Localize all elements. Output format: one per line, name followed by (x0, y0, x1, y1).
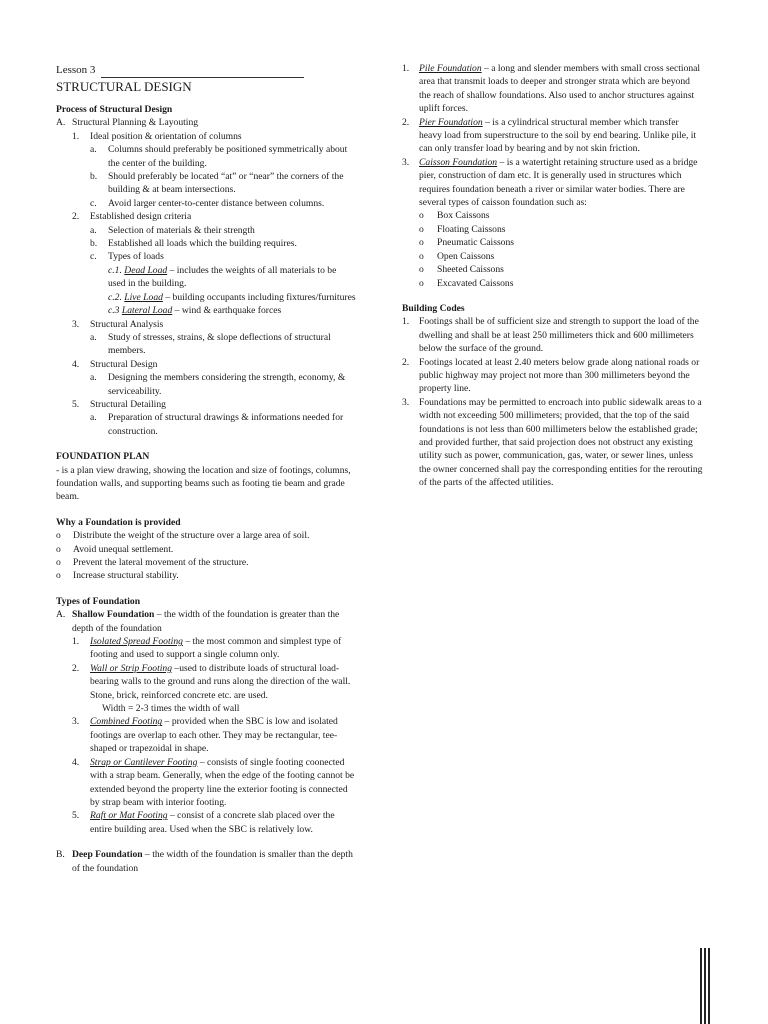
page-title: STRUCTURAL DESIGN (56, 79, 192, 94)
lesson-header (56, 62, 356, 78)
list-item: 3. Combined Footing – provided when the SBC is low and isolated footings are overlap to each other. They may be rectangular, tee-shaped or trapezoidal in shape. (72, 716, 338, 755)
list-item: o Open Caissons (419, 250, 495, 262)
list-item: o Distribute the weight of the structure over a large area of soil. (56, 530, 310, 542)
list-item: o Floating Caissons (419, 223, 506, 235)
list-item: 3. Caisson Foundation – is a watertight retaining structure used as a bridge pier, construction of dam etc. It is generally used in structures which requires foundation beneath a river or similar water bodies. There are several types of caisson foundation such as: (402, 156, 698, 209)
list-item: a. Columns should preferably be positioned symmetrically about the center of the building. (90, 144, 348, 169)
list-item: o Prevent the lateral movement of the structure. (56, 557, 249, 568)
list-item: 1. Isolated Spread Footing – the most common and simplest type of footing and used to support a single column only. (72, 636, 342, 661)
list-item: o Avoid unequal settlement. (56, 543, 174, 555)
page-edge-lines (700, 948, 712, 1024)
list-item: o Excavated Caissons (419, 277, 514, 289)
list-item: 1. Pile Foundation – a long and slender members with small cross sectional area that transmit loads to deeper and stronger strata which are beyond the reach of shallow foundations. Also used to anchor structures against uplift forces. (402, 63, 701, 115)
list-item: b. Should preferably be located “at” or “near” the corners of the building & at beam intersections. (90, 171, 344, 196)
list-item: 1. Ideal position & orientation of columns (72, 130, 242, 142)
foundation-plan-text: - is a plan view drawing, showing the location and size of footings, columns, foundation walls, and supporting beams such as footing tie beam and grade beam. (56, 464, 351, 503)
list-item: a. Study of stresses, strains, & slope deflections of structural members. (90, 331, 331, 357)
list-item: 3. Structural Analysis (72, 318, 164, 330)
list-item: 2. Pier Foundation – is a cylindrical structural member which transfer heavy load from superstructure to the soil by end bearing. Unlike pile, it can only transfer load by bearing and by not skin friction. (402, 116, 697, 155)
list-item: o Pneumatic Caissons (419, 237, 515, 249)
list-item: a. Preparation of structural drawings & informations needed for construction. (90, 412, 344, 437)
load-type-lateral: c.3 Lateral Load – wind & earthquake forces (108, 305, 282, 317)
wall-footing-width: Width = 2-3 times the width of wall (102, 703, 240, 715)
why-foundation-heading: Why a Foundation is provided (56, 516, 181, 528)
list-item: c. Types of loads (90, 251, 164, 263)
list-item: B. Deep Foundation – the width of the foundation is smaller than the depth of the foundation (56, 849, 353, 874)
load-type-dead: c.1. Dead Load – includes the weights of all materials to be used in the building. (108, 264, 337, 290)
list-item: c. Avoid larger center-to-center distance between columns. (90, 197, 325, 209)
lesson-name-line (101, 67, 304, 78)
list-item: 2. Wall or Strip Footing –used to distribute loads of structural load-bearing walls to the ground and runs along the direction of the wall. Stone, brick, reinforced concrete etc. are used. (72, 662, 351, 701)
list-item: 1. Footings shall be of sufficient size and strength to support the load of the dwelling and shall be at least 250 millimeters thick and 600 millimeters below the surface of the ground. (402, 316, 699, 355)
list-item: 2. Established design criteria (72, 211, 192, 223)
building-codes-heading: Building Codes (402, 302, 465, 314)
left-column (56, 62, 356, 875)
list-item: 3. Foundations may be permitted to encroach into public sidewalk areas to a width not exceeding 500 millimeters; provided, that the top of the said foundations is not less than 600 millimeters below the established grade; and provided further, that said projection does not obstruct any existing utility such as power, communication, gas, water, or sewer lines, unless the owner concerned shall pay the corresponding entities for the rerouting of the parts of the affected utilities. (402, 396, 703, 489)
process-heading: Process of Structural Design (56, 104, 173, 115)
list-item: a. Selection of materials & their strength (90, 224, 255, 236)
list-item: a. Designing the members considering the strength, economy, & serviceability. (90, 372, 346, 397)
list-item: 5. Raft or Mat Footing – consist of a concrete slab placed over the entire building area. Used when the SBC is relatively low. (72, 810, 335, 835)
list-item: 4. Strap or Cantilever Footing – consists of single footing coonected with a strap beam. Generally, when the edge of the footing cannot be extended beyond the property line the exterior footing is connected by strap beam with interior footing. (72, 756, 355, 808)
list-item: 2. Footings located at least 2.40 meters below grade along national roads or public highway may project not more than 300 millimeters beyond the property line. (402, 356, 700, 395)
list-item: 4. Structural Design (72, 358, 158, 370)
load-type-live: c.2. Live Load – building occupants including fixtures/furnitures (108, 291, 356, 303)
foundation-plan-heading: FOUNDATION PLAN (56, 451, 150, 463)
list-item: A. Shallow Foundation – the width of the foundation is greater than the depth of the foundation (56, 609, 340, 634)
list-item: b. Established all loads which the building requires. (90, 238, 297, 250)
list-item: 5. Structural Detailing (72, 398, 166, 410)
lesson-label: Lesson 3 (56, 64, 96, 76)
right-column (402, 62, 704, 490)
list-item: o Sheeted Caissons (419, 264, 504, 276)
list-item: o Increase structural stability. (56, 570, 179, 582)
types-heading: Types of Foundation (56, 595, 141, 607)
list-item: o Box Caissons (419, 210, 490, 222)
list-item: A. Structural Planning & Layouting (56, 117, 199, 129)
